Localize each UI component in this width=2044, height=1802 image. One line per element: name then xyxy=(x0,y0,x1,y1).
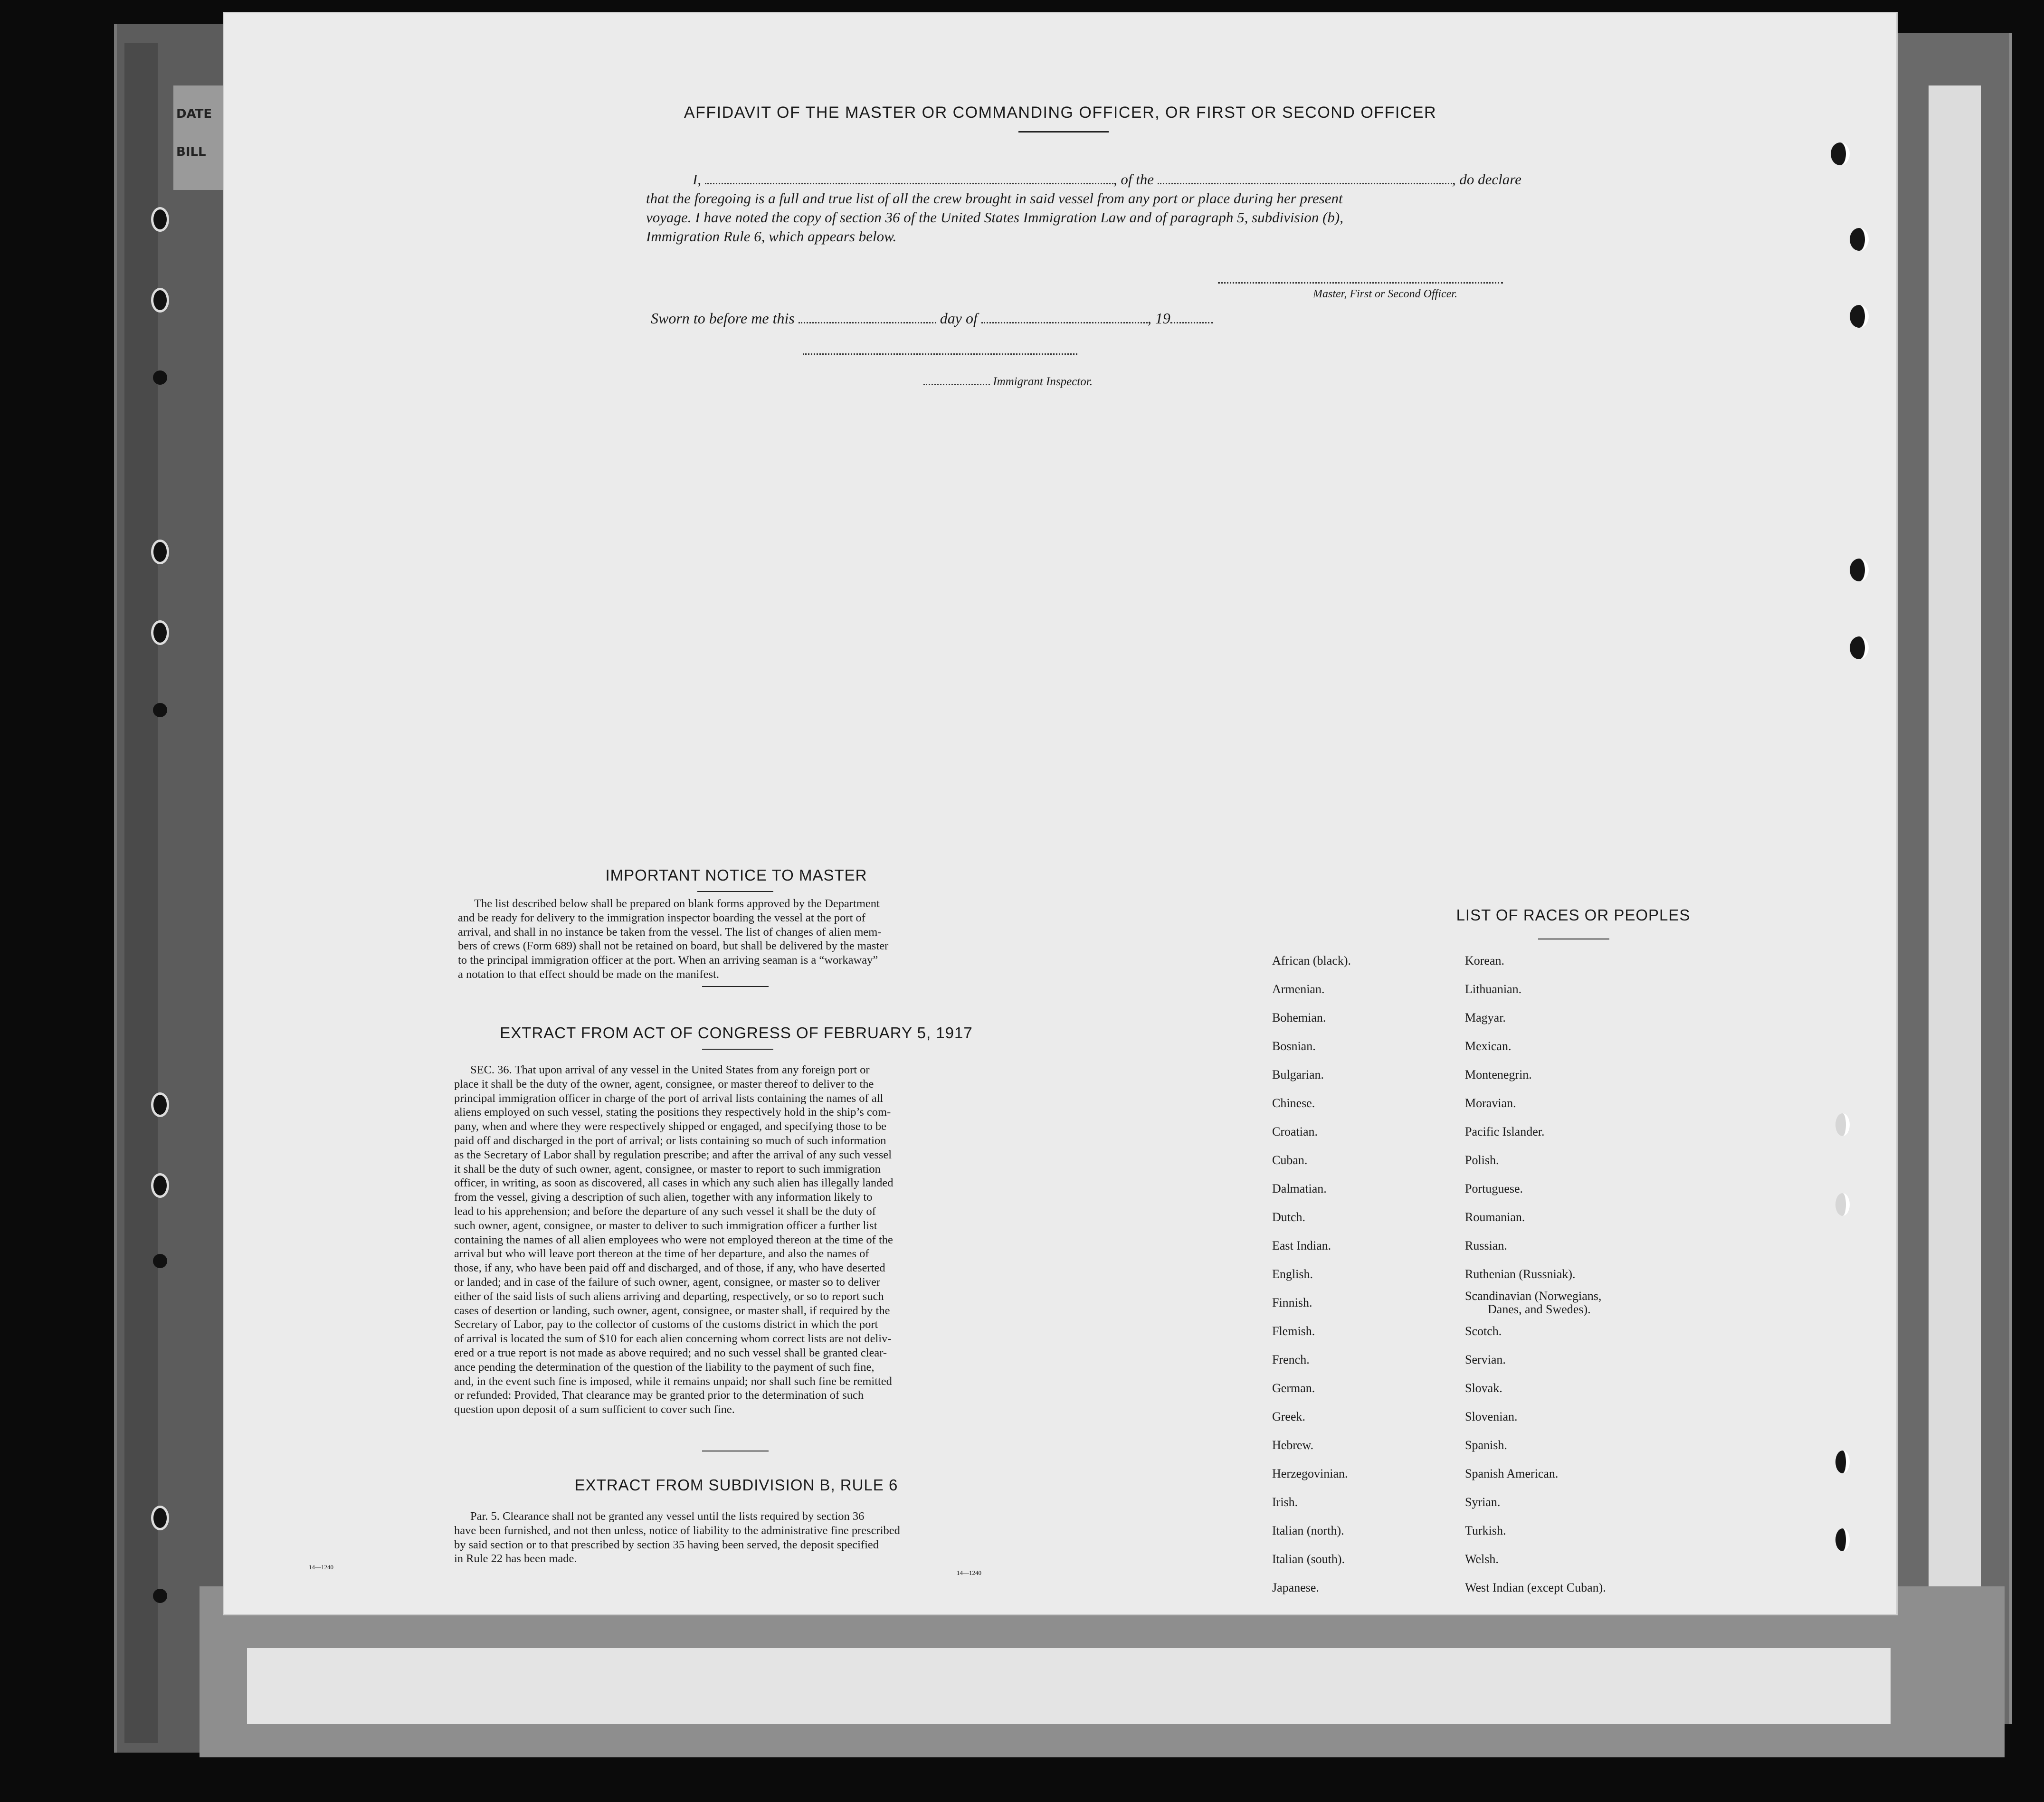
binder-rivet xyxy=(153,1589,167,1603)
binder-rivet xyxy=(153,1254,167,1268)
race-item: Flemish. xyxy=(1272,1324,1315,1338)
race-item: Japanese. xyxy=(1272,1581,1319,1594)
race-item: Syrian. xyxy=(1465,1495,1501,1509)
extract-act-divider xyxy=(702,1049,773,1050)
notice-line: and be ready for delivery to the immigration inspector boarding the vessel at the port of xyxy=(458,911,865,924)
race-item: Scotch. xyxy=(1465,1324,1502,1338)
punch-hole xyxy=(1831,142,1850,165)
race-item: Moravian. xyxy=(1465,1096,1516,1110)
race-item: Herzegovinian. xyxy=(1272,1467,1348,1480)
race-item: Italian (north). xyxy=(1272,1524,1344,1537)
race-item: Ruthenian (Russniak). xyxy=(1465,1267,1576,1281)
rule-line: in Rule 22 has been made. xyxy=(454,1552,577,1565)
footer-form-number: 14—1240 xyxy=(309,1564,333,1571)
binder-hole xyxy=(151,620,169,645)
extract-act-title: EXTRACT FROM ACT OF CONGRESS OF FEBRUARY 5, 1917 xyxy=(500,1024,973,1042)
signature-line xyxy=(1218,282,1503,284)
race-item: Slovenian. xyxy=(1465,1410,1518,1423)
extract-rule-title: EXTRACT FROM SUBDIVISION B, RULE 6 xyxy=(574,1476,898,1494)
form-number: 14—1240 xyxy=(957,1569,981,1576)
year-prefix: , 19 xyxy=(1147,310,1170,327)
act-line: question upon deposit of a sum sufficient to cover such fine. xyxy=(454,1403,735,1416)
race-item: English. xyxy=(1272,1267,1313,1281)
punch-hole xyxy=(1850,305,1869,328)
notice-end-divider xyxy=(702,986,769,987)
race-item: Bohemian. xyxy=(1272,1011,1326,1024)
race-item: German. xyxy=(1272,1381,1315,1395)
race-item: Dalmatian. xyxy=(1272,1182,1327,1195)
inspector-caption-line xyxy=(923,375,1093,389)
race-item: Hebrew. xyxy=(1272,1438,1314,1452)
sworn-line xyxy=(651,310,1213,327)
race-item: Portuguese. xyxy=(1465,1182,1523,1195)
race-item: Cuban. xyxy=(1272,1153,1308,1167)
act-line: SEC. 36. That upon arrival of any vessel in the United States from any foreign port or xyxy=(470,1063,870,1076)
race-item: Magyar. xyxy=(1465,1011,1506,1024)
race-item: Greek. xyxy=(1272,1410,1306,1423)
title-divider xyxy=(1018,131,1109,133)
race-item: Welsh. xyxy=(1465,1552,1499,1566)
race-item: Turkish. xyxy=(1465,1524,1506,1537)
race-item: Spanish American. xyxy=(1465,1467,1559,1480)
binder-hole xyxy=(151,1173,169,1198)
inspector-caption: Immigrant Inspector. xyxy=(993,375,1093,388)
binder-hole xyxy=(151,1092,169,1117)
affidavit-statement xyxy=(646,170,1758,246)
act-line: officer, in writing, as soon as discovered, all cases in which any such alien has illegally landed xyxy=(454,1176,894,1190)
extract-rule-body xyxy=(454,1509,1019,1566)
race-item: Korean. xyxy=(1465,954,1505,967)
year-blank xyxy=(1170,310,1213,323)
punch-hole xyxy=(1835,1113,1850,1136)
punch-hole xyxy=(1850,228,1869,251)
binder-hole xyxy=(151,1506,169,1530)
act-line: from the vessel, giving a description of such alien, together with any information likely to xyxy=(454,1191,873,1204)
act-line: containing the names of all alien employees who were not employed thereon at the time of the xyxy=(454,1233,893,1246)
act-line: arrival but who will leave port thereon at the time of her departure, and also the names of xyxy=(454,1247,869,1261)
signature-caption: Master, First or Second Officer. xyxy=(1313,288,1457,300)
vessel-blank xyxy=(1158,171,1452,184)
act-line: ered or a true report is not made as above required; and no such vessel shall be granted clear- xyxy=(454,1346,887,1359)
race-item: Servian. xyxy=(1465,1353,1506,1366)
race-item: Finnish. xyxy=(1272,1296,1312,1309)
rule-line: Par. 5. Clearance shall not be granted any vessel until the lists required by section 36 xyxy=(470,1510,865,1523)
punch-hole xyxy=(1850,636,1869,659)
act-line: aliens employed on such vessel, stating the positions they respectively hold in the ship’s com- xyxy=(454,1106,891,1119)
binder-label-bill: BILL xyxy=(176,145,206,159)
affidavit-do-declare: , do declare xyxy=(1452,171,1521,188)
race-item: Roumanian. xyxy=(1465,1210,1525,1224)
notice-title: IMPORTANT NOTICE TO MASTER xyxy=(605,866,867,884)
act-line: paid off and discharged in the port of arrival; or lists containing so much of such information xyxy=(454,1134,886,1147)
binder-rivet xyxy=(153,703,167,717)
act-line: cases of desertion or landing, such owner, agent, consignee, or master shall, if required by the xyxy=(454,1304,890,1317)
affidavit-line-1: that the foregoing is a full and true list of all the crew brought in said vessel from any port or place during her present xyxy=(646,190,1343,207)
act-line: or landed; and in case of the failure of such owner, agent, consignee, or master so to deliver xyxy=(454,1275,881,1289)
act-line: either of the said lists of such aliens arriving and departing, respectively, or so to report such xyxy=(454,1290,884,1303)
notice-line: a notation to that effect should be made on the manifest. xyxy=(458,967,719,981)
notice-line: arrival, and shall in no instance be taken from the vessel. The list of changes of alien mem- xyxy=(458,925,882,939)
binder-hole xyxy=(151,207,169,232)
race-item: Mexican. xyxy=(1465,1039,1512,1053)
act-line: lead to his apprehension; and before the departure of any such vessel it shall be the duty of xyxy=(454,1204,876,1218)
notice-line: to the principal immigration officer at the port. When an arriving seaman is a “workaway” xyxy=(458,954,878,967)
race-item: Scandinavian (Norwegians, xyxy=(1465,1289,1602,1303)
race-item: Polish. xyxy=(1465,1153,1499,1167)
notice-body xyxy=(458,897,1017,982)
affidavit-of-the: , of the xyxy=(1113,171,1154,188)
punch-hole xyxy=(1835,1451,1850,1473)
punch-hole xyxy=(1835,1193,1850,1216)
race-item: Russian. xyxy=(1465,1239,1507,1252)
race-item: Chinese. xyxy=(1272,1096,1315,1110)
race-item-continued: Danes, and Swedes). xyxy=(1488,1302,1591,1316)
race-item: Croatian. xyxy=(1272,1125,1318,1138)
act-line: place it shall be the duty of the owner, agent, consignee, or master thereof to deliver to the xyxy=(454,1077,874,1091)
race-item: Armenian. xyxy=(1272,982,1325,996)
race-item: Pacific Islander. xyxy=(1465,1125,1545,1138)
affidavit-title: AFFIDAVIT OF THE MASTER OR COMMANDING OFFICER, OR FIRST OR SECOND OFFICER xyxy=(684,104,1437,122)
act-line: such owner, agent, consignee, or master to deliver to such immigration officer a further list xyxy=(454,1219,877,1232)
binder-rivet xyxy=(153,370,167,385)
act-line: pany, when and where they were respectively shipped or engaged, and specifying those to be xyxy=(454,1120,887,1133)
affidavit-i: I, xyxy=(693,171,702,188)
punch-hole xyxy=(1850,559,1869,581)
document-page xyxy=(224,13,1896,1614)
day-blank xyxy=(799,310,936,323)
race-item: Slovak. xyxy=(1465,1381,1502,1395)
act-line: principal immigration officer in charge of the port of arrival lists containing the names of all xyxy=(454,1091,884,1105)
underlying-page-bottom-edge xyxy=(247,1648,1891,1724)
notice-line: The list described below shall be prepared on blank forms approved by the Department xyxy=(474,897,880,910)
race-item: Italian (south). xyxy=(1272,1552,1345,1566)
race-item: Bosnian. xyxy=(1272,1039,1316,1053)
sworn-prefix: Sworn to before me this xyxy=(651,310,795,327)
race-item: East Indian. xyxy=(1272,1239,1331,1252)
act-line: ance pending the determination of the question of the liability to the payment of such fine, xyxy=(454,1360,875,1374)
binder-hole xyxy=(151,540,169,564)
act-line: and, in the event such fine is imposed, while it remains unpaid; nor shall such fine be remitted xyxy=(454,1375,892,1388)
notice-divider xyxy=(697,891,773,892)
race-item: Bulgarian. xyxy=(1272,1068,1324,1081)
binder-label-date: DATE xyxy=(176,107,212,121)
binder-hole xyxy=(151,288,169,313)
affidavit-line-3: Immigration Rule 6, which appears below. xyxy=(646,228,897,245)
race-item: Lithuanian. xyxy=(1465,982,1522,996)
race-item: Dutch. xyxy=(1272,1210,1306,1224)
act-line: of arrival is located the sum of $10 for each alien concerning whom correct lists are not deliv- xyxy=(454,1332,892,1346)
month-blank xyxy=(981,310,1148,323)
act-line: those, if any, who have been paid off and discharged, and of those, if any, who have deserted xyxy=(454,1261,885,1275)
races-title: LIST OF RACES OR PEOPLES xyxy=(1456,906,1691,924)
rule-line: have been furnished, and not then unless, notice of liability to the administrative fine prescribed xyxy=(454,1524,900,1537)
inspector-dots xyxy=(923,378,990,385)
race-item: Spanish. xyxy=(1465,1438,1507,1452)
act-line: it shall be the duty of such owner, agent, consignee, or master to report to such immigration xyxy=(454,1162,881,1176)
race-item: West Indian (except Cuban). xyxy=(1465,1581,1606,1594)
extract-act-body xyxy=(454,1063,1019,1417)
race-item: Irish. xyxy=(1272,1495,1298,1509)
race-item: African (black). xyxy=(1272,954,1351,967)
act-line: Secretary of Labor, pay to the collector of customs of the customs district in which the port xyxy=(454,1318,878,1331)
name-blank xyxy=(705,171,1113,184)
underlying-page-edge xyxy=(1929,85,1981,1653)
notice-line: bers of crews (Form 689) shall not be retained on board, but shall be delivered by the master xyxy=(458,939,889,953)
act-line: or refunded: Provided, That clearance may be granted prior to the determination of such xyxy=(454,1389,864,1402)
race-item: French. xyxy=(1272,1353,1310,1366)
inspector-signature-line xyxy=(803,353,1077,355)
affidavit-line-2: voyage. I have noted the copy of section 36 of the United States Immigration Law and of paragraph 5, subdivision (b), xyxy=(646,209,1343,226)
race-item: Montenegrin. xyxy=(1465,1068,1532,1081)
binder-label-tab xyxy=(173,85,230,190)
day-of-label: day of xyxy=(940,310,978,327)
punch-hole xyxy=(1835,1528,1850,1551)
act-line: as the Secretary of Labor shall by regulation prescribe; and after the arrival of any such vessel xyxy=(454,1148,892,1161)
rule-line: by said section or to that prescribed by section 35 having been served, the deposit specified xyxy=(454,1538,879,1551)
